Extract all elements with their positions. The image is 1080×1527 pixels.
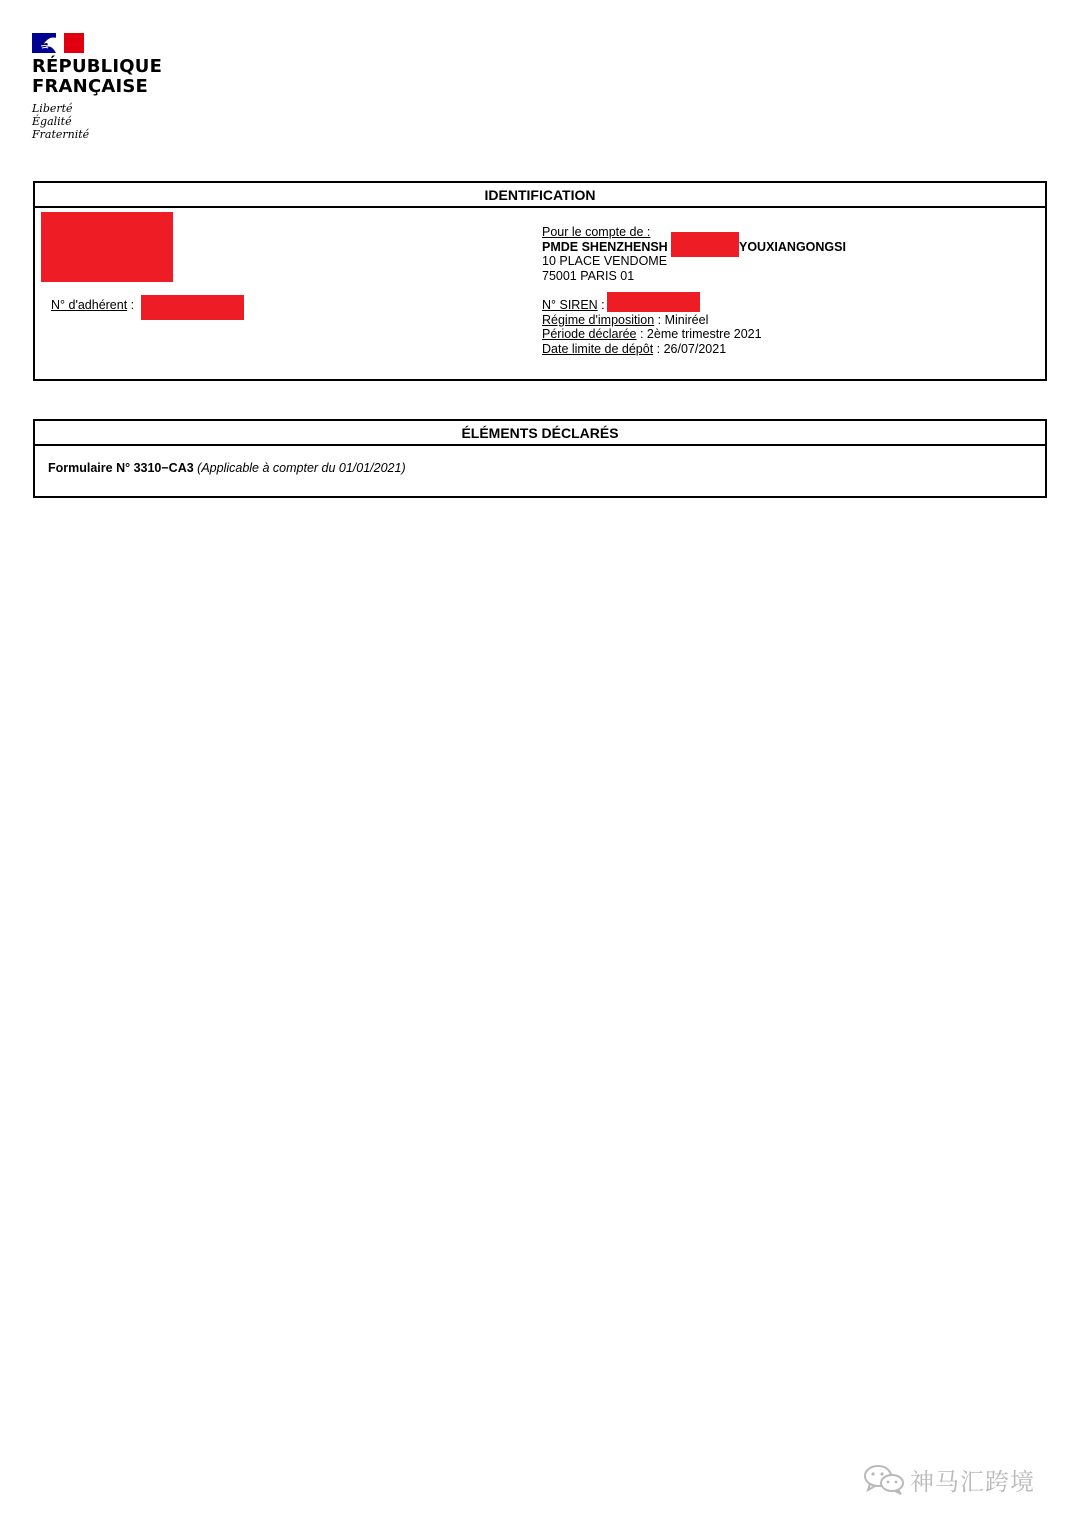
logo-line-2: FRANÇAISE [32, 76, 149, 97]
elements-declares-section [33, 419, 1047, 498]
periode-value: : 2ème trimestre 2021 [636, 327, 762, 341]
siren-row [542, 298, 605, 312]
identification-body [35, 208, 1045, 379]
logo-motto [32, 102, 182, 141]
republique-francaise-logo [32, 33, 182, 141]
periode-row [542, 327, 762, 341]
address-line-1: 10 PLACE VENDOME [542, 254, 668, 268]
formulaire-note: (Applicable à compter du 01/01/2021) [193, 461, 406, 475]
siren-separator: : [597, 298, 605, 312]
wechat-icon [862, 1463, 906, 1495]
date-limite-label: Date limite de dépôt [542, 342, 654, 356]
watermark [862, 1461, 1035, 1497]
motto-egalite: Égalité [32, 115, 72, 128]
identification-section [33, 181, 1047, 381]
marianne-flag-icon [32, 33, 84, 53]
watermark-text: 神马汇跨境 [910, 1467, 1035, 1496]
date-limite-value: : 26/07/2021 [653, 342, 727, 356]
adherent-label: N° d'adhérent [51, 298, 128, 312]
regime-row [542, 313, 708, 327]
redacted-company-name [671, 232, 739, 257]
company-name-start: PMDE SHENZHENSH [542, 240, 668, 254]
formulaire-row [48, 461, 406, 475]
redacted-siren-number [607, 292, 700, 312]
periode-label: Période déclarée [542, 327, 637, 341]
regime-value: : Miniréel [654, 313, 709, 327]
account-label: Pour le compte de : [542, 225, 651, 239]
motto-fraternite: Fraternité [32, 128, 90, 141]
redacted-name-block [41, 212, 173, 282]
elements-declares-title: ÉLÉMENTS DÉCLARÉS [35, 421, 1045, 446]
motto-liberte: Liberté [32, 102, 73, 115]
identification-title: IDENTIFICATION [35, 183, 1045, 208]
formulaire-label: Formulaire N° 3310−CA3 [48, 461, 194, 475]
company-name-end: YOUXIANGONGSI [739, 240, 846, 254]
elements-declares-body [35, 446, 1045, 496]
date-limite-row [542, 342, 726, 356]
address-line-2: 75001 PARIS 01 [542, 269, 635, 283]
adherent-row [51, 298, 134, 312]
regime-label: Régime d'imposition [542, 313, 655, 327]
siren-label: N° SIREN [542, 298, 598, 312]
logo-line-1: RÉPUBLIQUE [32, 56, 163, 77]
redacted-adherent-number [141, 295, 244, 320]
adherent-separator: : [127, 298, 135, 312]
